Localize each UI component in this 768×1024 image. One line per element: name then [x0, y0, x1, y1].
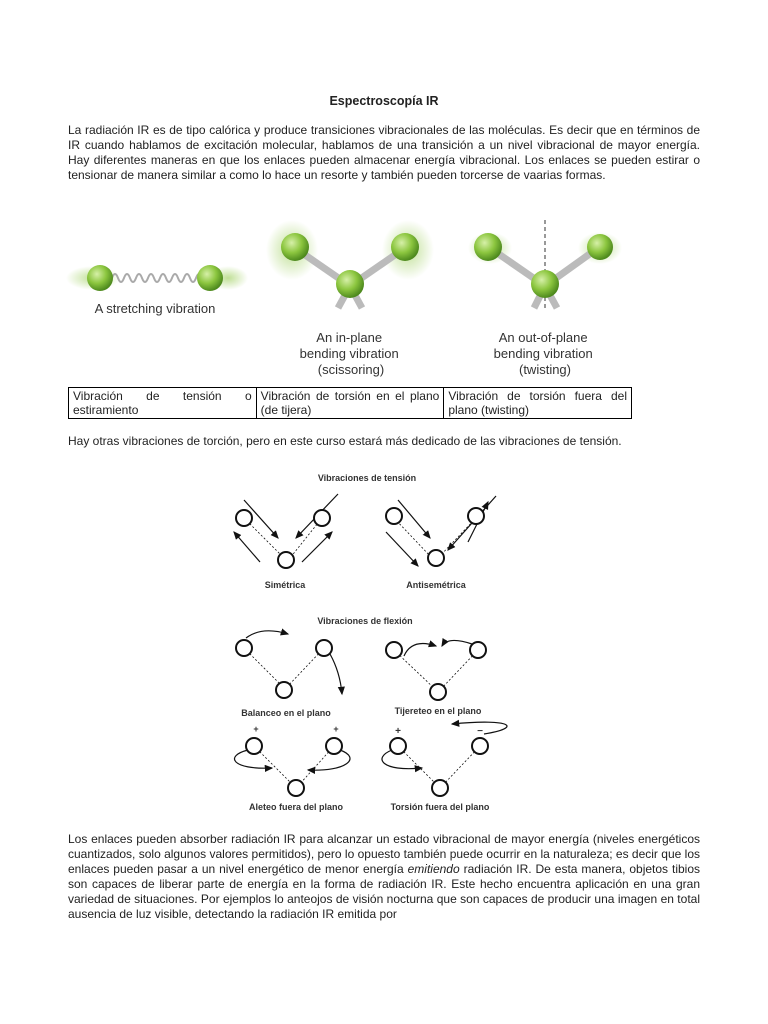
outplane-bending-molecule [468, 220, 622, 310]
outplane-label: An out-of-plane bending vibration (twisting) [493, 330, 593, 377]
page-title: Espectroscopía IR [329, 94, 439, 108]
twisting-plus: + [395, 726, 401, 737]
emission-italic-word: emitiendo [407, 862, 460, 876]
tension-title: Vibraciones de tensión [317, 473, 417, 483]
twisting-label: Torsión fuera del plano [390, 802, 490, 812]
rocking-diagram [236, 631, 342, 698]
torsion-note-paragraph: Hay otras vibraciones de torción, pero en este curso estará más dedicado de las vibraciones de tensión. [68, 434, 622, 448]
inplane-label: An in-plane bending vibration (scissoring) [299, 330, 399, 377]
table-cell-stretching: Vibración de tensión o estiramiento [69, 388, 257, 419]
emission-text-end: radiación IR. De esta manera, objetos tibios son capaces de liberar parte de energía en la forma de radiación IR. Este hecho encuentra aplicación en una gran variedad de situaciones. Por ejemplos lo anteojos de visión nocturna que son capaces de producir una imagen en total ausencia de luz visible, detectando la radiación IR emitida por [68, 862, 701, 921]
flexion-title: Vibraciones de flexión [317, 616, 413, 626]
wagging-plus-right: + [333, 724, 339, 734]
antisymmetric-diagram [386, 496, 496, 566]
table-cell-outplane: Vibración de torsión fuera del plano (twisting) [444, 388, 632, 419]
antisymmetric-label: Antisemétrica [406, 580, 466, 590]
symmetric-diagram [234, 494, 338, 568]
emission-paragraph [68, 832, 700, 922]
vibration-modes-figure [222, 466, 522, 816]
rocking-label: Balanceo en el plano [241, 708, 331, 718]
scissoring-diagram [386, 640, 486, 700]
intro-paragraph: La radiación IR es de tipo calórica y produce transiciones vibracionales de las moléculas. Es decir que en términos de IR cuando hablamos de excitación molecular, hablamos de una transición a un nivel vibracional de mayor energía. Hay diferentes maneras en que los enlaces pueden almacenar energía vibracional. Los enlaces se pueden estirar o tensionar de manera similar a como lo hace un resorte y también pueden torcerse de vaarias formas. [68, 123, 700, 182]
table-row [69, 388, 632, 419]
scissoring-label: Tijereteo en el plano [394, 706, 482, 716]
wagging-plus-left: + [253, 724, 259, 734]
emission-text-start: Los enlaces pueden absorber radiación IR para alcanzar un estado vibracional de mayor energía (niveles energéticos cuantizados, solo algunos valores permitidos), pero lo opuesto también puede ocurrir en la naturaleza; es decir que los enlaces pueden pasar a un nivel energético de menor energía [68, 832, 700, 876]
wagging-label: Aleteo fuera del plano [248, 802, 344, 812]
vibration-types-figure [60, 212, 640, 384]
table-cell-inplane: Vibración de torsión en el plano (de tijera) [256, 388, 444, 419]
twisting-minus: − [477, 726, 483, 737]
symmetric-label: Simétrica [264, 580, 306, 590]
stretching-molecule [66, 265, 248, 291]
stretching-label: A stretching vibration [94, 301, 216, 316]
wagging-diagram [235, 738, 350, 796]
vibration-table [68, 387, 632, 419]
inplane-bending-molecule [266, 220, 434, 308]
